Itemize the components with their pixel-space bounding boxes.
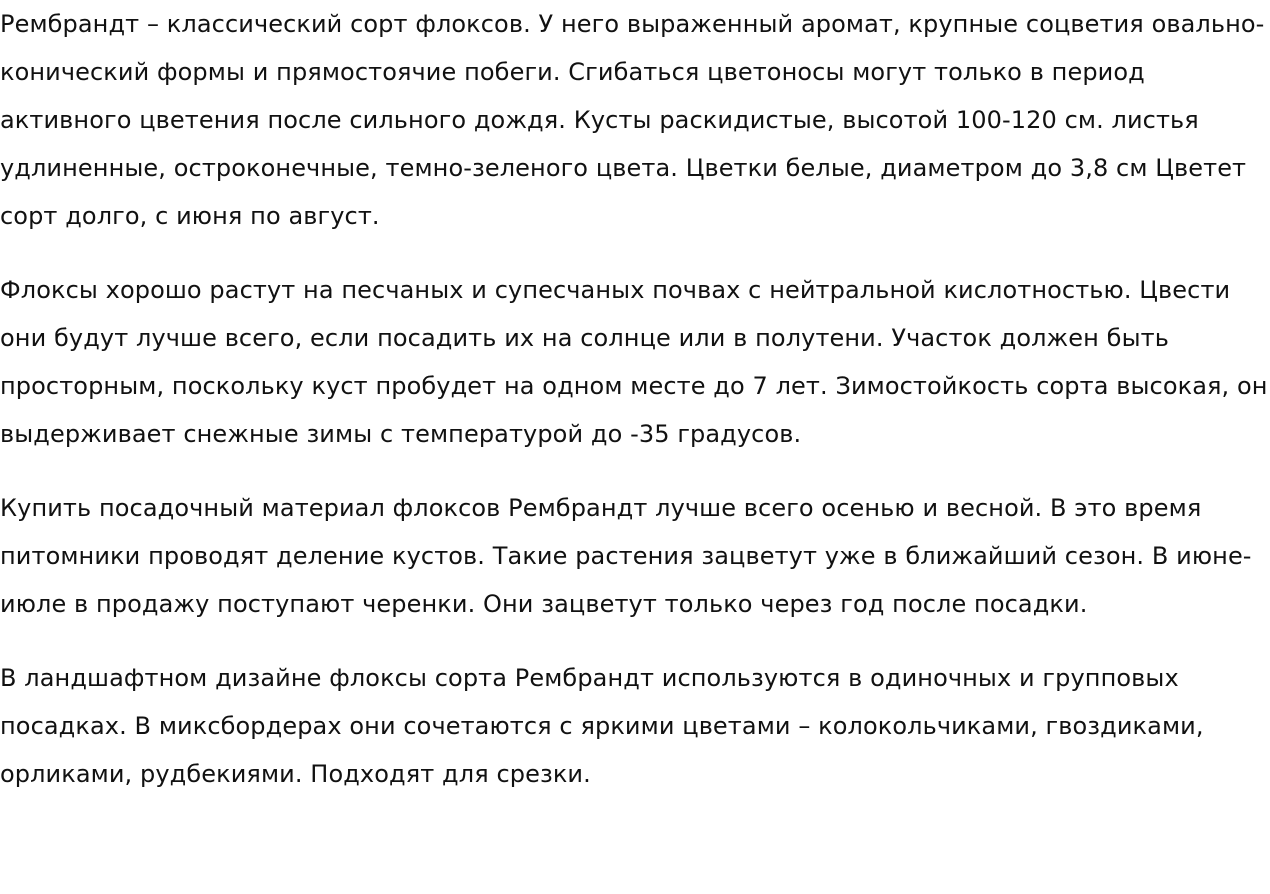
paragraph-purchase: Купить посадочный материал флоксов Рембрандт лучше всего осенью и весной. В это время питомники проводят деление кустов. Такие растения зацветут уже в ближайший сезон. В июне-июле в продажу поступают черенки. Они зацветут только через год после посадки. [0, 494, 1252, 618]
paragraph-description: Рембрандт – классический сорт флоксов. У него выраженный аромат, крупные соцветия овально-конический формы и прямостоячие побеги. Сгибаться цветоносы могут только в период активного цветения после сильного дождя. Кусты раскидистые, высотой 100-120 см. листья удлиненные, остроконечные, темно-зеленого цвета. Цветки белые, диаметром до 3,8 см Цветет сорт долго, с июня по август. [0, 10, 1265, 230]
paragraph-landscape-use: В ландшафтном дизайне флоксы сорта Рембрандт используются в одиночных и групповых посадках. В миксбордерах они сочетаются с яркими цветами – колокольчиками, гвоздиками, орликами, рудбекиями. Подходят для срезки. [0, 664, 1204, 788]
paragraph-growing-conditions: Флоксы хорошо растут на песчаных и супесчаных почвах с нейтральной кислотностью. Цвести они будут лучше всего, если посадить их на солнце или в полутени. Участок должен быть просторным, поскольку куст пробудет на одном месте до 7 лет. Зимостойкость сорта высокая, он выдерживает снежные зимы с температурой до -35 градусов. [0, 276, 1268, 448]
